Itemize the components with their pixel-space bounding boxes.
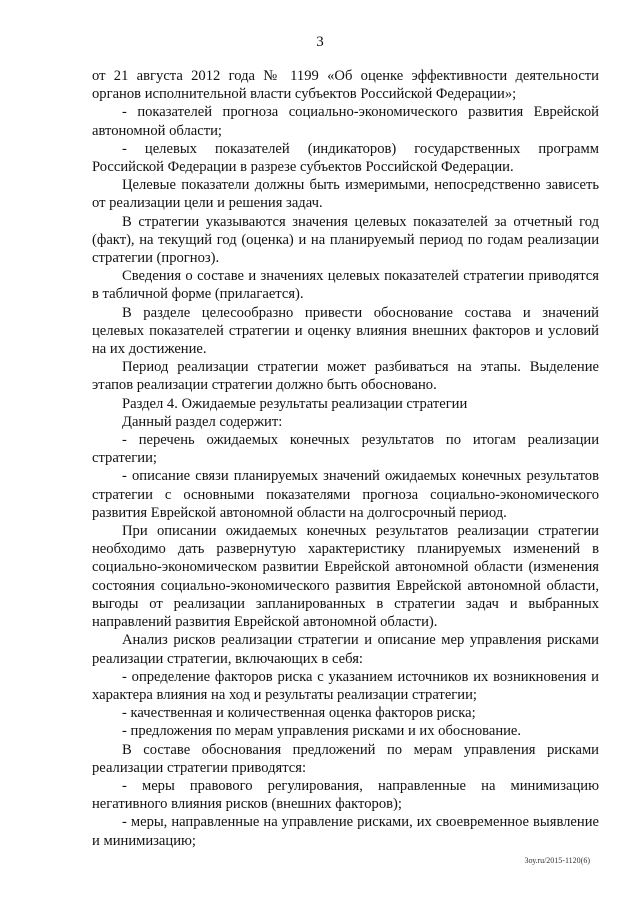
section-heading: Раздел 4. Ожидаемые результаты реализации стратегии <box>122 395 468 412</box>
page-number: 3 <box>316 34 324 50</box>
paragraph: При описании ожидаемых конечных результатов реализации стратегии необходимо дать развернутую характеристику планируемых изменений в социально-экономическом развитии Еврейской автономной области (изменения состояния социально-экономического развития Еврейской автономной области, выгоды от реализации запланированных в стратегии задач и выбранных направлений развития Еврейской автономной области). <box>92 523 599 631</box>
list-item: - качественная и количественная оценка факторов риска; <box>122 705 476 722</box>
paragraph: Период реализации стратегии может разбиваться на этапы. Выделение этапов реализации стратегии должно быть обосновано. <box>92 359 599 394</box>
paragraph: - целевых показателей (индикаторов) государственных программ Российской Федерации в разрезе субъектов Российской Федерации. <box>92 140 599 176</box>
paragraph: В составе обоснования предложений по мерам управления рисками реализации стратегии приводятся: <box>92 741 599 776</box>
paragraph: Анализ рисков реализации стратегии и описание мер управления рисками реализации стратегии, включающих в себя: <box>92 632 599 667</box>
body-text <box>92 67 599 850</box>
list-item: - описание связи планируемых значений ожидаемых конечных результатов стратегии с основными показателями прогноза социально-экономического развития Еврейской автономной области на долгосрочный период. <box>92 468 599 521</box>
paragraph: Данный раздел содержит: <box>122 413 283 430</box>
paragraph: Целевые показатели должны быть измеримыми, непосредственно зависеть от реализации цели и решения задач. <box>92 177 599 212</box>
footer-document-code: 3оу.ru/2015-1120(6) <box>524 856 590 865</box>
list-item: - предложения по мерам управления рисками и их обоснование. <box>122 723 522 740</box>
list-item: - меры правового регулирования, направленные на минимизацию негативного влияния рисков (внешних факторов); <box>92 777 599 813</box>
paragraph: - показателей прогноза социально-экономического развития Еврейской автономной области; <box>92 104 599 139</box>
paragraph: от 21 августа 2012 года № 1199 «Об оценке эффективности деятельности органов исполнительной власти субъектов Российской Федерации»; <box>92 68 599 103</box>
paragraph: Сведения о составе и значениях целевых показателей стратегии приводятся в табличной форме (прилагается). <box>92 268 599 303</box>
list-item: - определение факторов риска с указанием источников их возникновения и характера влияния на ход и результаты реализации стратегии; <box>92 668 599 703</box>
list-item: - перечень ожидаемых конечных результатов по итогам реализации стратегии; <box>92 432 599 467</box>
paragraph: В стратегии указываются значения целевых показателей за отчетный год (факт), на текущий год (оценка) и на планируемый период по годам реализации стратегии (прогноз). <box>92 213 599 267</box>
list-item: - меры, направленные на управление рисками, их своевременное выявление и минимизацию; <box>92 814 599 849</box>
paragraph: В разделе целесообразно привести обоснование состава и значений целевых показателей стратегии и оценку влияния внешних факторов и условий на их достижение. <box>92 304 599 358</box>
